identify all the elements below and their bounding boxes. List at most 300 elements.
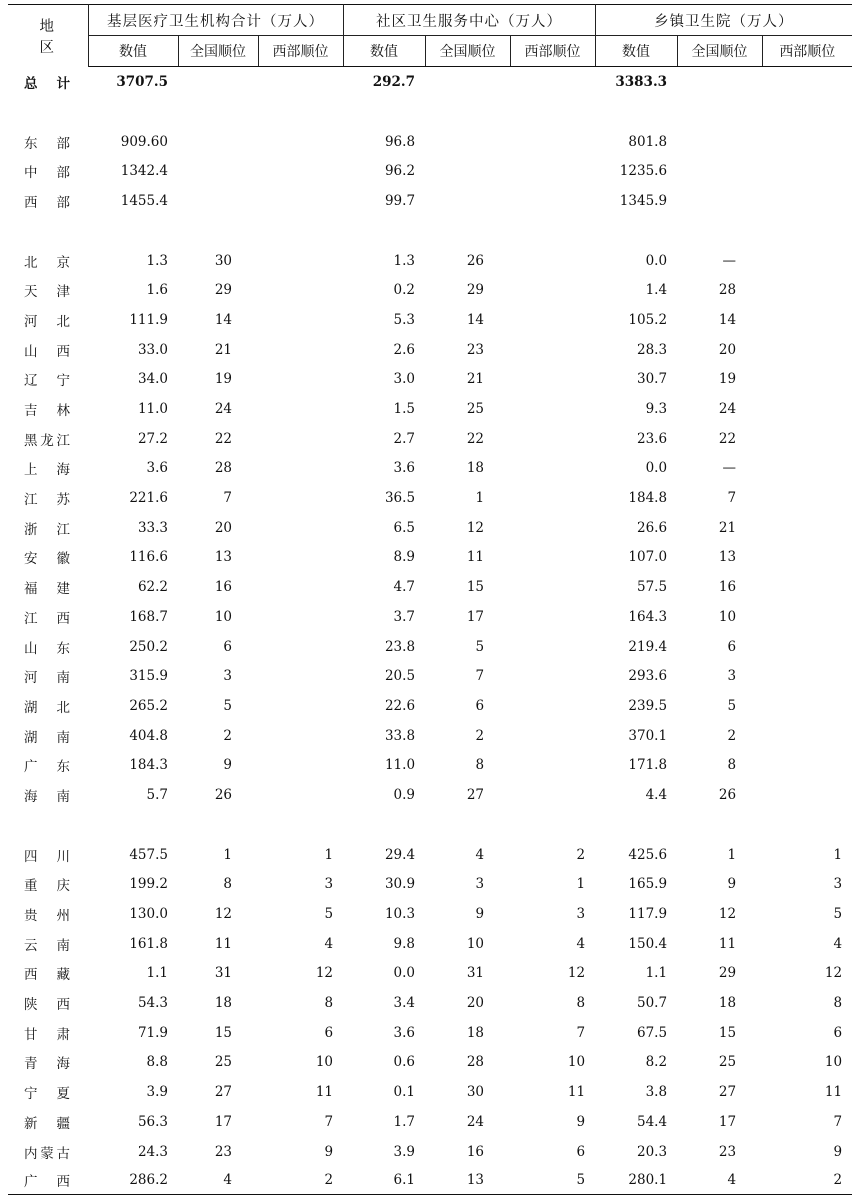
national-rank-cell: 2: [223, 727, 232, 744]
national-rank-cell: 11: [466, 549, 485, 566]
value-cell: 30.9: [384, 876, 416, 893]
west-rank-cell: 5: [510, 1166, 595, 1195]
value-cell: 3.8: [645, 1084, 668, 1101]
region-cell: 吉 林: [24, 403, 70, 420]
west-rank-cell: [258, 691, 343, 721]
west-rank-cell: [258, 186, 343, 216]
west-rank-cell: 1: [833, 846, 843, 863]
subheader-west-rank: 西部顺位: [258, 36, 343, 67]
table-row: [8, 275, 852, 305]
west-rank-cell: 3: [324, 876, 334, 893]
national-rank-cell: 11: [214, 935, 232, 952]
west-rank-cell: [510, 780, 595, 810]
national-rank-cell: 18: [466, 1024, 485, 1041]
west-rank-cell: [762, 424, 852, 454]
group-header-township-hospital: 乡镇卫生院（万人）: [595, 5, 852, 36]
region-cell: 福 建: [24, 581, 70, 598]
west-rank-cell: [762, 246, 852, 276]
value-cell: 1.4: [645, 282, 668, 299]
value-cell: 29.4: [384, 846, 416, 863]
value-cell: 221.6: [129, 490, 168, 507]
national-rank-cell: 17: [718, 1113, 737, 1130]
west-rank-cell: [258, 483, 343, 513]
national-rank-cell: 16: [214, 579, 232, 596]
region-cell: 辽 宁: [24, 373, 70, 390]
subheader-national-rank: 全国顺位: [677, 36, 762, 67]
national-rank-cell: 12: [718, 906, 737, 923]
value-cell: 184.8: [628, 490, 668, 507]
value-cell: 171.8: [628, 757, 668, 774]
west-rank-cell: 4: [576, 935, 586, 952]
national-rank-cell: 14: [718, 311, 737, 328]
west-rank-cell: 11: [315, 1084, 334, 1101]
national-rank-cell: 16: [466, 1143, 485, 1160]
value-cell: 0.1: [393, 1084, 416, 1101]
national-rank-cell: 6: [475, 697, 485, 714]
west-rank-cell: 2: [576, 846, 586, 863]
value-cell: 54.4: [636, 1113, 668, 1130]
value-cell: 23.8: [384, 638, 416, 655]
value-cell: 22.6: [384, 697, 416, 714]
value-cell: 4.7: [393, 579, 416, 596]
west-rank-cell: [762, 691, 852, 721]
table-row: [8, 602, 852, 632]
group-header-primary-care: 基层医疗卫生机构合计（万人）: [88, 5, 343, 36]
west-rank-cell: [510, 305, 595, 335]
group-header-community-center: 社区卫生服务中心（万人）: [343, 5, 595, 36]
region-cell: 广 东: [24, 759, 70, 776]
table-row: [8, 246, 852, 276]
region-cell: 宁 夏: [24, 1086, 70, 1103]
national-rank-cell: 22: [466, 430, 485, 447]
west-rank-cell: [258, 721, 343, 751]
national-rank-cell: [425, 186, 510, 216]
national-rank-cell: 29: [466, 282, 485, 299]
value-cell: 3.6: [393, 1024, 416, 1041]
national-rank-cell: 10: [718, 608, 737, 625]
national-rank-cell: [178, 156, 258, 186]
value-cell: 62.2: [137, 579, 168, 596]
national-rank-cell: 2: [475, 727, 485, 744]
table-row: [8, 988, 852, 1018]
national-rank-cell: [677, 186, 762, 216]
value-cell: 161.8: [129, 935, 168, 952]
region-cell: 甘 肃: [24, 1026, 70, 1043]
west-rank-cell: 6: [576, 1143, 586, 1160]
national-rank-cell: 24: [214, 401, 232, 418]
table-row: [8, 305, 852, 335]
west-rank-cell: [510, 186, 595, 216]
subheader-value: 数值: [343, 36, 425, 67]
region-cell: 黑龙江: [24, 432, 70, 449]
value-cell: 404.8: [129, 727, 168, 744]
value-cell: 292.7: [372, 73, 416, 90]
value-cell: 0.6: [393, 1054, 416, 1071]
west-rank-cell: [258, 454, 343, 484]
west-rank-cell: [258, 275, 343, 305]
national-rank-cell: [178, 127, 258, 157]
value-cell: 3707.5: [116, 73, 168, 90]
value-cell: 96.2: [384, 163, 416, 180]
west-rank-cell: [510, 572, 595, 602]
table-row: [8, 750, 852, 780]
national-rank-cell: 13: [718, 549, 737, 566]
value-cell: 3.4: [393, 995, 416, 1012]
national-rank-cell: 26: [466, 252, 485, 269]
value-cell: 1.3: [146, 252, 168, 269]
national-rank-cell: 16: [718, 579, 737, 596]
national-rank-cell: 7: [475, 668, 485, 685]
west-rank-cell: 8: [833, 995, 843, 1012]
west-rank-cell: 10: [315, 1054, 334, 1071]
table-row: [8, 156, 852, 186]
west-rank-cell: [510, 750, 595, 780]
west-rank-cell: [510, 661, 595, 691]
value-cell: 105.2: [628, 311, 668, 328]
west-rank-cell: [510, 246, 595, 276]
value-cell: 3383.3: [615, 73, 668, 90]
value-cell: 4.4: [645, 786, 668, 803]
national-rank-cell: 15: [466, 579, 485, 596]
west-rank-cell: 8: [576, 995, 586, 1012]
west-rank-cell: 2: [258, 1166, 343, 1195]
national-rank-cell: 5: [223, 697, 232, 714]
national-rank-cell: [677, 156, 762, 186]
region-header: 地 区: [8, 5, 88, 67]
table-row: [8, 1018, 852, 1048]
region-cell: 上 海: [24, 462, 70, 479]
table-body: [8, 67, 852, 1195]
table-row: [8, 572, 852, 602]
west-rank-cell: [258, 513, 343, 543]
table-row: [8, 959, 852, 989]
subheader-value: 数值: [88, 36, 178, 67]
west-rank-cell: [762, 543, 852, 573]
value-cell: 184.3: [129, 757, 168, 774]
west-rank-cell: [762, 335, 852, 365]
national-rank-cell: 10: [466, 935, 485, 952]
value-cell: 5.3: [393, 311, 416, 328]
west-rank-cell: 12: [315, 965, 334, 982]
west-rank-cell: [510, 691, 595, 721]
national-rank-cell: 15: [214, 1024, 232, 1041]
national-rank-cell: 24: [718, 401, 737, 418]
table-row: [8, 1048, 852, 1078]
value-cell: 1.1: [146, 965, 168, 982]
west-rank-cell: [258, 127, 343, 157]
value-cell: 0.0: [645, 460, 668, 477]
value-cell: 250.2: [129, 638, 168, 655]
value-cell: 239.5: [628, 697, 668, 714]
value-cell: 3.6: [146, 460, 168, 477]
national-rank-cell: 20: [466, 995, 485, 1012]
national-rank-cell: 25: [214, 1054, 232, 1071]
value-cell: 1.7: [393, 1113, 416, 1130]
value-cell: 219.4: [628, 638, 668, 655]
value-cell: 164.3: [628, 608, 668, 625]
west-rank-cell: [510, 721, 595, 751]
national-rank-cell: 7: [727, 490, 737, 507]
west-rank-cell: [762, 454, 852, 484]
west-rank-cell: 9: [576, 1113, 586, 1130]
region-cell: 四 川: [24, 848, 70, 865]
value-cell: 54.3: [137, 995, 168, 1012]
value-cell: 3.0: [393, 371, 416, 388]
national-rank-cell: [425, 156, 510, 186]
region-cell: 云 南: [24, 937, 70, 954]
national-rank-cell: —: [722, 460, 737, 477]
west-rank-cell: [510, 156, 595, 186]
west-rank-cell: 4: [833, 935, 843, 952]
national-rank-cell: 7: [223, 490, 232, 507]
subheader-west-rank: 西部顺位: [510, 36, 595, 67]
region-cell: 新 疆: [24, 1115, 70, 1132]
national-rank-cell: 29: [214, 282, 232, 299]
value-cell: 150.4: [628, 935, 668, 952]
table-row: [8, 929, 852, 959]
subheader-national-rank: 全国顺位: [178, 36, 258, 67]
national-rank-cell: [178, 186, 258, 216]
value-cell: 315.9: [129, 668, 168, 685]
spacer-row: [8, 216, 852, 246]
national-rank-cell: 30: [466, 1084, 485, 1101]
table-row: [8, 721, 852, 751]
west-rank-cell: 12: [824, 965, 843, 982]
value-cell: 11.0: [137, 401, 168, 418]
west-rank-cell: [258, 365, 343, 395]
west-rank-cell: [258, 543, 343, 573]
table-row: [8, 543, 852, 573]
value-cell: 0.0: [393, 965, 416, 982]
value-cell: 909.60: [120, 133, 168, 150]
national-rank-cell: 9: [475, 906, 485, 923]
national-rank-cell: [425, 127, 510, 157]
west-rank-cell: [762, 156, 852, 186]
spacer-row: [8, 97, 852, 127]
west-rank-cell: [510, 632, 595, 662]
value-cell: 457.5: [129, 846, 168, 863]
table-row: [8, 127, 852, 157]
value-cell: 2.6: [393, 341, 416, 358]
national-rank-cell: 9: [727, 876, 737, 893]
west-rank-cell: [510, 394, 595, 424]
table-row: [8, 1166, 852, 1195]
national-rank-cell: 27: [718, 1084, 737, 1101]
region-cell: 中 部: [24, 165, 70, 182]
national-rank-cell: 21: [466, 371, 485, 388]
west-rank-cell: [510, 365, 595, 395]
west-rank-cell: 8: [324, 995, 334, 1012]
west-rank-cell: [762, 127, 852, 157]
table-row: [8, 365, 852, 395]
national-rank-cell: 23: [466, 341, 485, 358]
west-rank-cell: [762, 572, 852, 602]
west-rank-cell: [510, 424, 595, 454]
west-rank-cell: 4: [324, 935, 334, 952]
value-cell: 33.8: [384, 727, 416, 744]
west-rank-cell: 11: [567, 1084, 586, 1101]
national-rank-cell: 10: [214, 608, 232, 625]
value-cell: 280.1: [595, 1166, 677, 1195]
national-rank-cell: 15: [718, 1024, 737, 1041]
region-cell: 河 南: [24, 670, 70, 687]
value-cell: 26.6: [636, 519, 668, 536]
region-cell: 总 计: [24, 75, 70, 92]
value-cell: 0.2: [393, 282, 416, 299]
west-rank-cell: [762, 750, 852, 780]
national-rank-cell: 31: [466, 965, 485, 982]
west-rank-cell: [258, 156, 343, 186]
west-rank-cell: [258, 661, 343, 691]
subheader-west-rank: 西部顺位: [762, 36, 852, 67]
national-rank-cell: 17: [466, 608, 485, 625]
national-rank-cell: 22: [214, 430, 232, 447]
value-cell: 5.7: [146, 786, 168, 803]
value-cell: 3.6: [393, 460, 416, 477]
table-row: [8, 335, 852, 365]
national-rank-cell: 14: [214, 311, 232, 328]
national-rank-cell: 18: [466, 460, 485, 477]
value-cell: 57.5: [636, 579, 668, 596]
value-cell: 2.7: [393, 430, 416, 447]
west-rank-cell: [762, 780, 852, 810]
region-cell: 重 庆: [24, 878, 70, 895]
value-cell: 20.5: [384, 668, 416, 685]
value-cell: 286.2: [88, 1166, 178, 1195]
value-cell: 30.7: [636, 371, 668, 388]
value-cell: 3.7: [393, 608, 416, 625]
national-rank-cell: 6: [223, 638, 232, 655]
value-cell: 1345.9: [619, 192, 668, 209]
national-rank-cell: 12: [466, 519, 485, 536]
west-rank-cell: 5: [324, 906, 334, 923]
spacer-row: [8, 810, 852, 840]
west-rank-cell: [762, 275, 852, 305]
document-page: [8, 0, 852, 1195]
region-cell: 北 京: [24, 254, 70, 271]
region-cell: 河 北: [24, 313, 70, 330]
national-rank-cell: 26: [718, 786, 737, 803]
region-cell: 山 东: [24, 640, 70, 657]
value-cell: 107.0: [628, 549, 668, 566]
national-rank-cell: 22: [718, 430, 737, 447]
national-rank-cell: 19: [214, 371, 232, 388]
national-rank-cell: 28: [214, 460, 232, 477]
west-rank-cell: 1: [324, 846, 334, 863]
west-rank-cell: [762, 305, 852, 335]
west-rank-cell: [762, 513, 852, 543]
national-rank-cell: 3: [223, 668, 232, 685]
region-cell: 浙 江: [24, 521, 70, 538]
west-rank-cell: 5: [833, 906, 843, 923]
national-rank-cell: 20: [214, 519, 232, 536]
table-row: [8, 1077, 852, 1107]
table-row: [8, 840, 852, 870]
national-rank-cell: —: [722, 252, 737, 269]
west-rank-cell: 9: [833, 1143, 843, 1160]
region-cell: 天 津: [24, 284, 70, 301]
value-cell: 33.0: [137, 341, 168, 358]
value-cell: 1.1: [645, 965, 668, 982]
west-rank-cell: [762, 483, 852, 513]
value-cell: 0.9: [393, 786, 416, 803]
value-cell: 116.6: [129, 549, 168, 566]
west-rank-cell: 3: [833, 876, 843, 893]
national-rank-cell: 27: [214, 1084, 232, 1101]
national-rank-cell: 17: [214, 1113, 232, 1130]
west-rank-cell: [762, 721, 852, 751]
value-cell: 3.9: [146, 1084, 168, 1101]
west-rank-cell: 1: [576, 876, 586, 893]
national-rank-cell: [677, 127, 762, 157]
west-rank-cell: 6: [833, 1024, 843, 1041]
region-cell: 贵 州: [24, 908, 70, 925]
table-row: [8, 1107, 852, 1137]
value-cell: 11.0: [384, 757, 416, 774]
west-rank-cell: [510, 275, 595, 305]
value-cell: 36.5: [384, 490, 416, 507]
table-row: [8, 513, 852, 543]
west-rank-cell: [762, 602, 852, 632]
value-cell: 34.0: [137, 371, 168, 388]
west-rank-cell: 11: [824, 1084, 843, 1101]
table-row: [8, 483, 852, 513]
national-rank-cell: 4: [475, 846, 485, 863]
national-rank-cell: 4: [178, 1166, 258, 1195]
west-rank-cell: 10: [824, 1054, 843, 1071]
value-cell: 165.9: [628, 876, 668, 893]
national-rank-cell: 18: [718, 995, 737, 1012]
value-cell: 1342.4: [120, 163, 168, 180]
value-cell: 20.3: [636, 1143, 668, 1160]
health-staff-table: [8, 4, 852, 1195]
value-cell: 1.5: [393, 401, 416, 418]
table-row: [8, 632, 852, 662]
table-row: [8, 780, 852, 810]
national-rank-cell: 5: [475, 638, 485, 655]
value-cell: 99.7: [384, 192, 416, 209]
value-cell: 6.1: [343, 1166, 425, 1195]
value-cell: 130.0: [129, 906, 168, 923]
value-cell: 96.8: [384, 133, 416, 150]
west-rank-cell: [510, 335, 595, 365]
west-rank-cell: [762, 365, 852, 395]
national-rank-cell: 21: [718, 519, 737, 536]
table-row: [8, 691, 852, 721]
national-rank-cell: 31: [214, 965, 232, 982]
value-cell: 8.9: [393, 549, 416, 566]
value-cell: 6.5: [393, 519, 416, 536]
west-rank-cell: [510, 513, 595, 543]
region-cell: 江 西: [24, 610, 70, 627]
region-cell: 内蒙古: [24, 1145, 70, 1162]
west-rank-cell: [510, 483, 595, 513]
value-cell: 117.9: [628, 906, 668, 923]
national-rank-cell: 1: [475, 490, 485, 507]
value-cell: 24.3: [137, 1143, 168, 1160]
value-cell: 8.8: [146, 1054, 168, 1071]
west-rank-cell: 7: [576, 1024, 586, 1041]
west-rank-cell: 12: [567, 965, 586, 982]
national-rank-cell: 8: [475, 757, 485, 774]
national-rank-cell: 28: [466, 1054, 485, 1071]
value-cell: 801.8: [628, 133, 668, 150]
west-rank-cell: [258, 335, 343, 365]
region-cell: 江 苏: [24, 492, 70, 509]
subheader-national-rank: 全国顺位: [425, 36, 510, 67]
table-row: [8, 186, 852, 216]
value-cell: 9.3: [645, 401, 668, 418]
